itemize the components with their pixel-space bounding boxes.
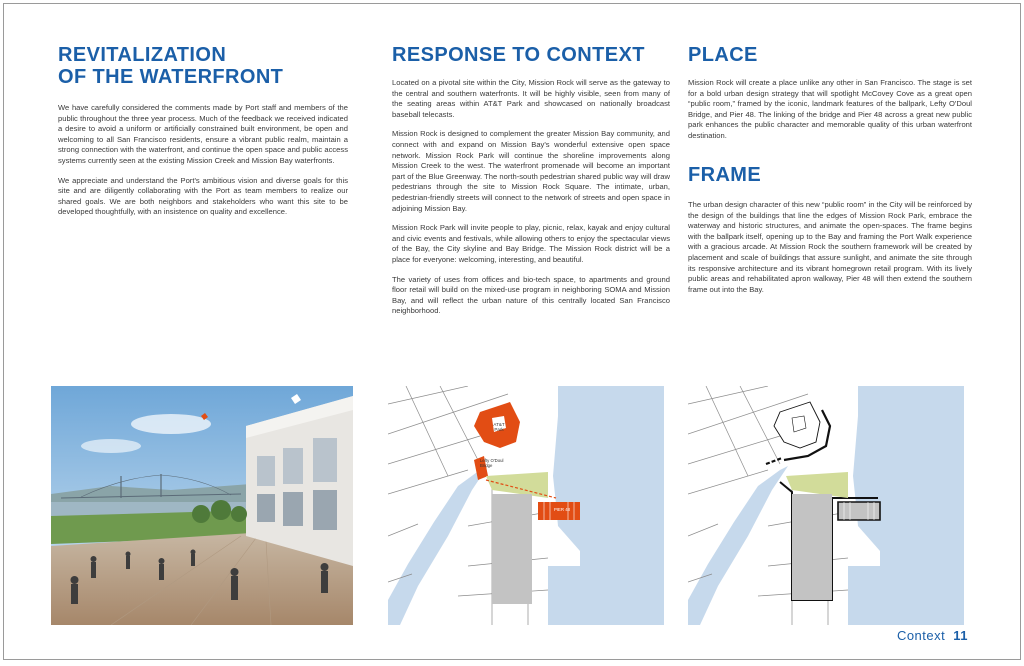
paragraph: We have carefully considered the comments made by Port staff and members of the public throughout the three year process. Much of the feedback we received indicated a desire to avoid a uniform or artificially constrained built environment, be open and welcoming to all San Francisco residents, ensure a vibrant public realm, maintain a strong connection with the waterfront, and continue the open space and public access systems currently seen at the existing Mission Creek and Mission Bay waterfronts. xyxy=(58,103,348,165)
place-text xyxy=(688,78,972,151)
map-label-att-park-1: AT&T xyxy=(493,422,505,427)
map-label-bridge-2: Bridge xyxy=(480,463,493,468)
response-text xyxy=(392,78,670,326)
page-footer xyxy=(897,628,968,643)
map-label-pier: PIER 48 xyxy=(554,507,571,512)
frame-heading: FRAME xyxy=(688,164,762,186)
paragraph: Mission Rock is designed to complement the greater Mission Bay community, and connect with and expand on Mission Bay's wonderful extensive open space network. Mission Rock Park will continue the shoreline improvements along Mission Creek to the west. The waterfront promenade will become an important part of the Blue Greenway. The north-south pedestrian shared public way will draw pedestrians through the site to Mission Rock Square. The intimate, urban, pedestrian-friendly streets will connect to the network of streets and open space in adjoining Mission Bay. xyxy=(392,129,670,213)
paragraph: Mission Rock Park will invite people to play, picnic, relax, kayak and enjoy cultural and civic events and festivals, while allowing others to enjoy the spectacular views of the Bay, the City skyline and Bay Bridge. The Mission Rock district will be a place for everyone: welcoming, interesting, and beautiful. xyxy=(392,223,670,264)
place-heading: PLACE xyxy=(688,44,758,66)
frame-text xyxy=(688,200,972,304)
paragraph: The variety of uses from offices and bio-tech space, to apartments and ground floor retail will build on the mixed-use program in neighboring SOMA and Mission Bay, and will reflect the urban nature of this centrally located San Francisco neighborhood. xyxy=(392,274,670,316)
paragraph: Located on a pivotal site within the City, Mission Rock will serve as the gateway to the central and southern waterfronts. It will be highly visible, seen from many of the seating areas within AT&T Park and showcased on nationally broadcast baseball telecasts. xyxy=(392,78,670,119)
response-heading: RESPONSE TO CONTEXT xyxy=(392,44,645,66)
frame-map xyxy=(688,386,964,625)
paragraph: We appreciate and understand the Port's ambitious vision and diverse goals for this site and are diligently collaborating with the Port as team members to realize our shared goals. We are both neighbors and stakeholders who want this site to be developed thoughtfully, with an insistence on quality and excellence. xyxy=(58,175,348,217)
map-label-bridge-1: Lefty O'Doul xyxy=(480,458,504,463)
footer-section-label: Context xyxy=(896,628,946,643)
map-label-att-park-2: Park xyxy=(494,427,504,432)
page-number: 11 xyxy=(953,628,968,643)
waterfront-rendering xyxy=(51,386,353,625)
revitalization-text xyxy=(58,103,348,227)
paragraph: Mission Rock will create a place unlike any other in San Francisco. The stage is set for a bold urban design strategy that will spotlight McCovey Cove as a great open “public room,” framed by the iconic, landmark features of the ballpark, Lefty O'Doul Bridge, and Pier 48. The linking of the bridge and Pier 48 across a great new public park enhances the public character and memorable quality of this urban waterfront destination. xyxy=(688,78,972,140)
context-map-highlighted xyxy=(388,386,664,625)
brochure-page xyxy=(3,3,1021,660)
revitalization-heading: REVITALIZATION OF THE WATERFRONT xyxy=(58,44,284,88)
paragraph: The urban design character of this new “public room” in the City will be reinforced by the design of the buildings that line the edges of Mission Rock Park, embrace the waterway and historic structures, and animate the open-spaces. The frame begins with the ballpark itself, opening up to the Bay and framing the Port Walk experience with a gracious arcade. At Mission Rock the southern framework will be created by placement and scale of buildings that assure sunlight, and animate the site through its responsive architecture and its vibrant homegrown retail program. With its lively public areas and rehabilitated apron walkway, Pier 48 will then extend the southern frame out into the Bay. xyxy=(688,200,972,294)
